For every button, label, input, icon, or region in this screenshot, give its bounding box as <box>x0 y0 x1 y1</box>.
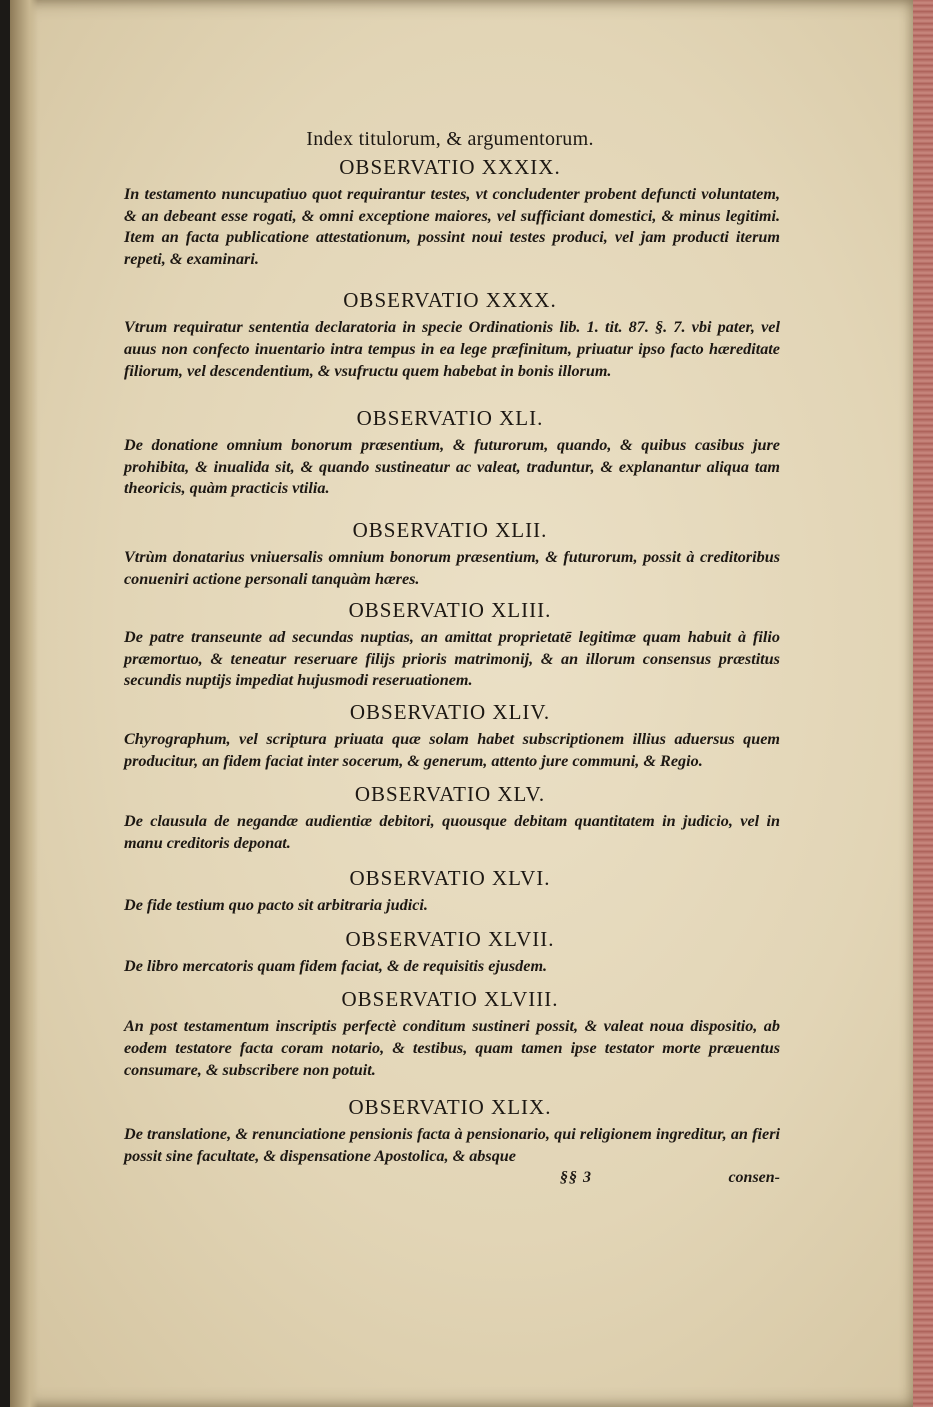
running-head: Index titulorum, & argumentorum. <box>306 128 594 150</box>
observation-39 <box>120 155 780 270</box>
signature-mark: §§ 3 <box>560 1169 592 1187</box>
observation-title: OBSERVATIO XLVIII. <box>341 987 559 1012</box>
observation-44 <box>120 700 780 772</box>
page-content <box>120 128 780 1187</box>
observation-46 <box>120 866 780 917</box>
observation-summary: De patre transeunte ad secundas nuptias, an amittat proprietatē legitimæ quam habuit à filio præmortuo, & teneatur reseruare filijs prioris matrimonij, & an illorum consensus præstitus secundis nuptijs impediat hujusmodi reseruationem. <box>124 628 780 690</box>
observation-summary: De clausula de negandæ audientiæ debitori, quousque debitam quantitatem in judicio, vel in manu creditoris deponat. <box>124 812 780 852</box>
observation-title: OBSERVATIO XLI. <box>356 406 544 431</box>
observation-title: OBSERVATIO XLIX. <box>348 1095 552 1120</box>
observation-40 <box>120 288 780 382</box>
observation-summary: De fide testium quo pacto sit arbitraria judici. <box>124 896 428 915</box>
observation-summary: In testamento nuncupatiuo quot requirantur testes, vt concludenter probent defuncti voluntatem, & an debeant esse rogati, & omni exceptione maiores, vel sufficiant domestici, & minus legitimi. Item an facta publicatione attestationum, possint noui testes produci, vel jam producti iterum repeti, & examinari. <box>124 185 780 268</box>
observation-43 <box>120 598 780 692</box>
observation-title: OBSERVATIO XLVI. <box>349 866 551 891</box>
page-footer <box>120 1169 780 1187</box>
observation-summary: An post testamentum inscriptis perfectè conditum sustineri possit, & valeat noua dispositio, ab eodem testatore facta coram notario, & testibus, quam tamen ipse testator morte præuentus consumare, & subscribere non potuit. <box>124 1017 780 1079</box>
observation-title: OBSERVATIO XXXX. <box>343 288 557 313</box>
observation-summary: De libro mercatoris quam fidem faciat, & de requisitis ejusdem. <box>124 956 548 975</box>
observation-title: OBSERVATIO XLV. <box>354 782 546 807</box>
book-page <box>10 0 915 1407</box>
observation-summary: De donatione omnium bonorum præsentium, & futurorum, quando, & quibus casibus jure prohibita, & inualida sit, & quando sustineatur ac valeat, traduntur, & explanantur aliqua tam theoricis, quàm practicis vtilia. <box>124 436 780 498</box>
observation-41 <box>120 406 780 500</box>
observation-42 <box>120 518 780 590</box>
red-page-edge <box>913 0 933 1407</box>
observation-summary: Chyrographum, vel scriptura priuata quæ solam habet subscriptionem illius aduersus quem producitur, an fidem faciat inter socerum, & generum, attento jure communi, & Regio. <box>124 729 780 770</box>
observation-title: OBSERVATIO XLVII. <box>345 926 555 951</box>
observation-title: OBSERVATIO XLIII. <box>348 598 552 623</box>
observation-title: OBSERVATIO XLIV. <box>349 699 551 724</box>
observation-title: OBSERVATIO XXXIX. <box>339 155 561 179</box>
observation-47 <box>120 927 780 978</box>
catchword: consen- <box>728 1169 780 1187</box>
observation-45 <box>120 782 780 854</box>
observation-49 <box>120 1095 780 1167</box>
binding-gutter <box>10 0 38 1407</box>
observation-summary: Vtrùm donatarius vniuersalis omnium bonorum præsentium, & futurorum, possit à creditoribus conueniri actione personali tanquàm hæres. <box>124 547 780 588</box>
observation-summary: Vtrum requiratur sententia declaratoria in specie Ordinationis lib. 1. tit. 87. §. 7. vbi pater, vel auus non confecto inuentario intra tempus in ea lege præfinitum, priuatur ipso facto hæreditate filiorum, vel descendentium, & vsufructu quem habebat in bonis illorum. <box>124 318 780 380</box>
observation-summary: De translatione, & renunciatione pensionis facta à pensionario, qui religionem ingreditur, an fieri possit sine facultate, & dispensatione Apostolica, & absque <box>124 1125 780 1165</box>
observation-title: OBSERVATIO XLII. <box>352 517 548 542</box>
observation-48 <box>120 987 780 1081</box>
